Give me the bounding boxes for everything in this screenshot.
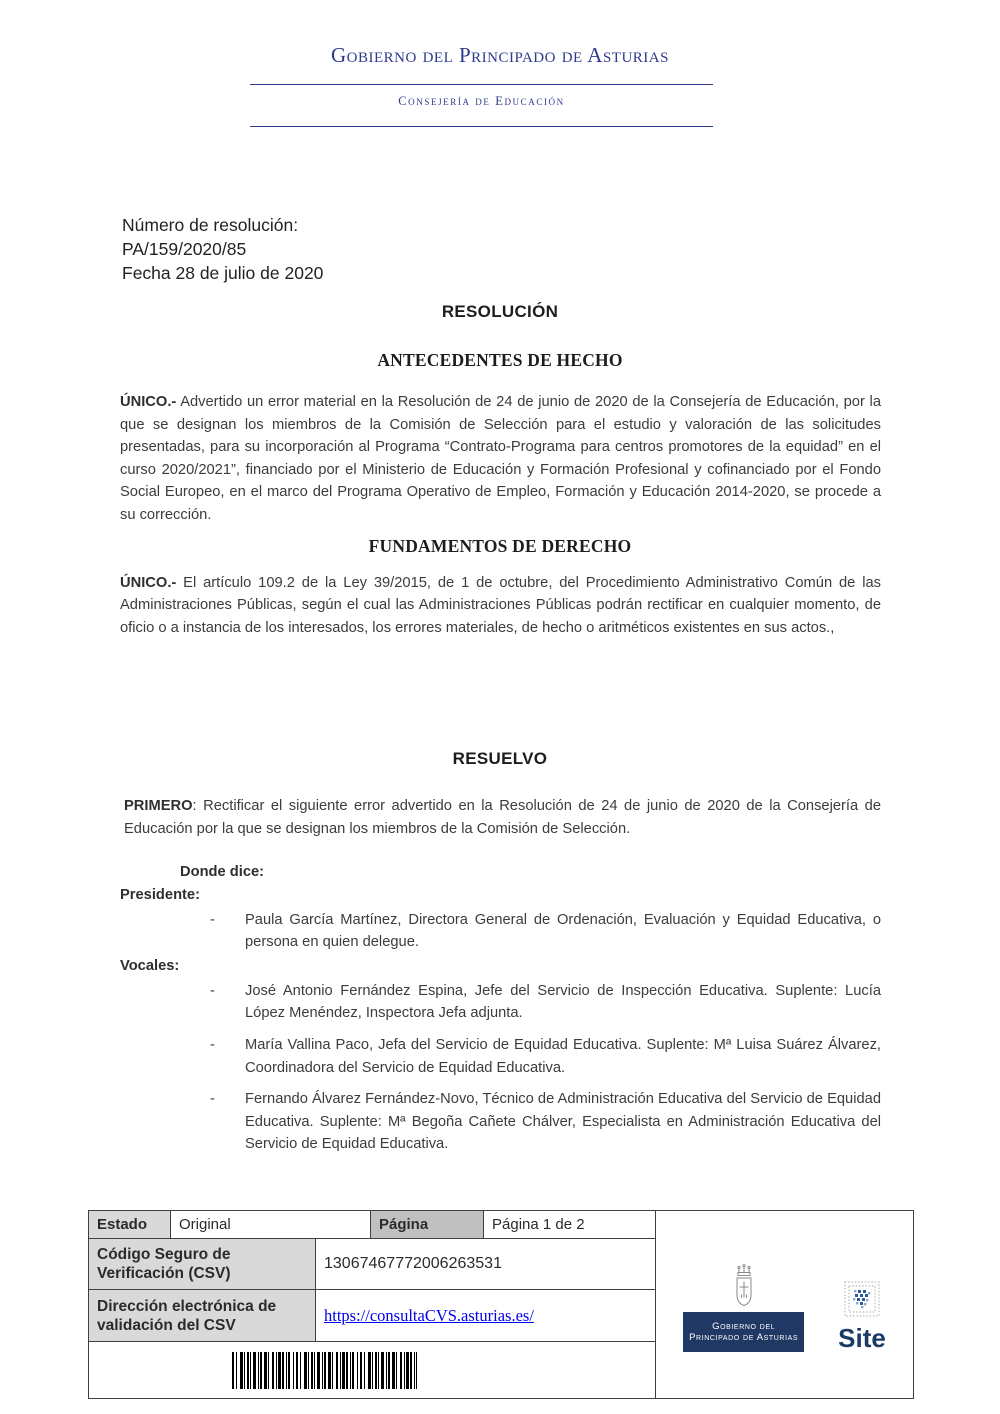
primero-text: : Rectificar el siguiente error advertido en la Resolución de 24 de junio de 2020 de la Consejería de Educación por la que se designan los miembros de la Comisión de Selección.	[124, 798, 881, 837]
footer-logos	[656, 1211, 913, 1398]
list-item-text: Fernando Álvarez Fernández-Novo, Técnico de Administración Educativa del Servicio de Equidad Educativa. Suplente: Mª Begoña Cañete Chálver, Especialista en Administración Educativa del Servicio de Equidad Educativa.	[245, 1091, 881, 1153]
estado-value: Original	[171, 1211, 371, 1238]
government-title: Gobierno del Principado de Asturias	[331, 43, 669, 67]
resolution-number: PA/159/2020/85	[122, 239, 247, 259]
list-item	[210, 909, 881, 954]
resolution-date: Fecha 28 de julio de 2020	[122, 263, 324, 283]
list-item-dash: -	[210, 1091, 215, 1108]
csv-value: 13067467772006263531	[324, 1255, 502, 1272]
antecedentes-lead: ÚNICO.-	[120, 394, 177, 410]
header-divider-bottom	[250, 126, 713, 127]
csv-validation-link[interactable]: https://consultaCVS.asturias.es/	[324, 1305, 534, 1325]
csv-url-label: Dirección electrónica de validación del CSV	[89, 1290, 316, 1341]
antecedentes-text: Advertido un error material en la Resolución de 24 de junio de 2020 de la Consejería de Educación, por la que se designan los miembros de la Comisión de Selección para el estudio y valoración de las solicitudes presentadas, para su incorporación al Programa “Contrato-Programa para centros promotores de la equidad” en el curso 2020/2021”, financiado por el Ministerio de Educación y Formación Profesional y cofinanciado por el Fondo Social Europeo, en el marco del Programa Operativo de Empleo, Formación y Educación 2014-2020, se procede a su corrección.	[120, 394, 881, 523]
fundamentos-text: El artículo 109.2 de la Ley 39/2015, de 1 de octubre, del Procedimiento Administrativo Común de las Administraciones Públicas, según el cual las Administraciones Públicas podrán rectificar en cualquier momento, de oficio o a instancia de los interesados, los errores materiales, de hecho o aritméticos existentes en sus actos.,	[120, 574, 881, 636]
antecedentes-paragraph	[120, 391, 881, 527]
list-item-text: María Vallina Paco, Jefa del Servicio de Equidad Educativa. Suplente: Mª Luisa Suárez Álvarez, Coordinadora del Servicio de Equidad Educativa.	[245, 1036, 881, 1076]
vocales-list	[0, 980, 1000, 1156]
heading-fundamentos: FUNDAMENTOS DE DERECHO	[368, 535, 632, 556]
presidente-label: Presidente:	[120, 886, 200, 903]
letterhead	[0, 0, 1000, 127]
heading-resolucion: RESOLUCIÓN	[441, 302, 559, 321]
heading-resuelvo: RESUELVO	[452, 749, 548, 769]
resolution-info	[122, 213, 1000, 285]
department-title: Consejería de Educación	[398, 94, 565, 108]
verification-table	[89, 1211, 656, 1398]
list-item-dash: -	[210, 982, 215, 999]
list-item	[210, 1088, 881, 1156]
barcode	[232, 1352, 417, 1389]
fundamentos-lead: ÚNICO.-	[120, 574, 177, 591]
header-divider-top	[250, 84, 713, 85]
list-item-text: José Antonio Fernández Espina, Jefe del Servicio de Inspección Educativa. Suplente: Lucía López Menéndez, Inspectora Jefa adjunta.	[245, 982, 881, 1022]
verification-footer	[88, 1210, 914, 1399]
list-item-text: Paula García Martínez, Directora General de Ordenación, Evaluación y Equidad Educativa, o persona en quien delegue.	[245, 911, 881, 951]
list-item-dash: -	[210, 911, 215, 928]
primero-paragraph	[120, 795, 881, 840]
table-row	[89, 1211, 655, 1239]
gobierno-asturias-logo	[683, 1263, 804, 1352]
fundamentos-paragraph	[120, 572, 881, 640]
csv-label: Código Seguro de Verificación (CSV)	[89, 1239, 316, 1289]
gobierno-asturias-wordmark	[683, 1312, 804, 1352]
list-item	[210, 1034, 881, 1079]
gobierno-line1: Gobierno del	[712, 1320, 776, 1332]
estado-label: Estado	[89, 1211, 171, 1238]
heading-antecedentes: ANTECEDENTES DE HECHO	[377, 350, 623, 370]
site-logo	[838, 1277, 886, 1352]
vocales-label: Vocales:	[120, 957, 180, 974]
primero-lead: PRIMERO	[124, 798, 193, 815]
table-row	[89, 1239, 655, 1290]
site-dots-icon	[840, 1277, 884, 1323]
list-item	[210, 980, 881, 1025]
list-item-dash: -	[210, 1036, 215, 1053]
gobierno-line2: Principado de Asturias	[689, 1332, 799, 1343]
presidente-list	[0, 909, 1000, 954]
donde-dice-label: Donde dice:	[180, 863, 265, 880]
pagina-value: Página 1 de 2	[492, 1216, 585, 1233]
barcode-row	[89, 1342, 655, 1398]
site-wordmark: Site	[838, 1323, 886, 1353]
resolution-number-label: Número de resolución:	[122, 215, 299, 235]
table-row	[89, 1290, 655, 1342]
asturias-crest-icon	[732, 1263, 756, 1309]
pagina-label: Página	[371, 1211, 484, 1238]
